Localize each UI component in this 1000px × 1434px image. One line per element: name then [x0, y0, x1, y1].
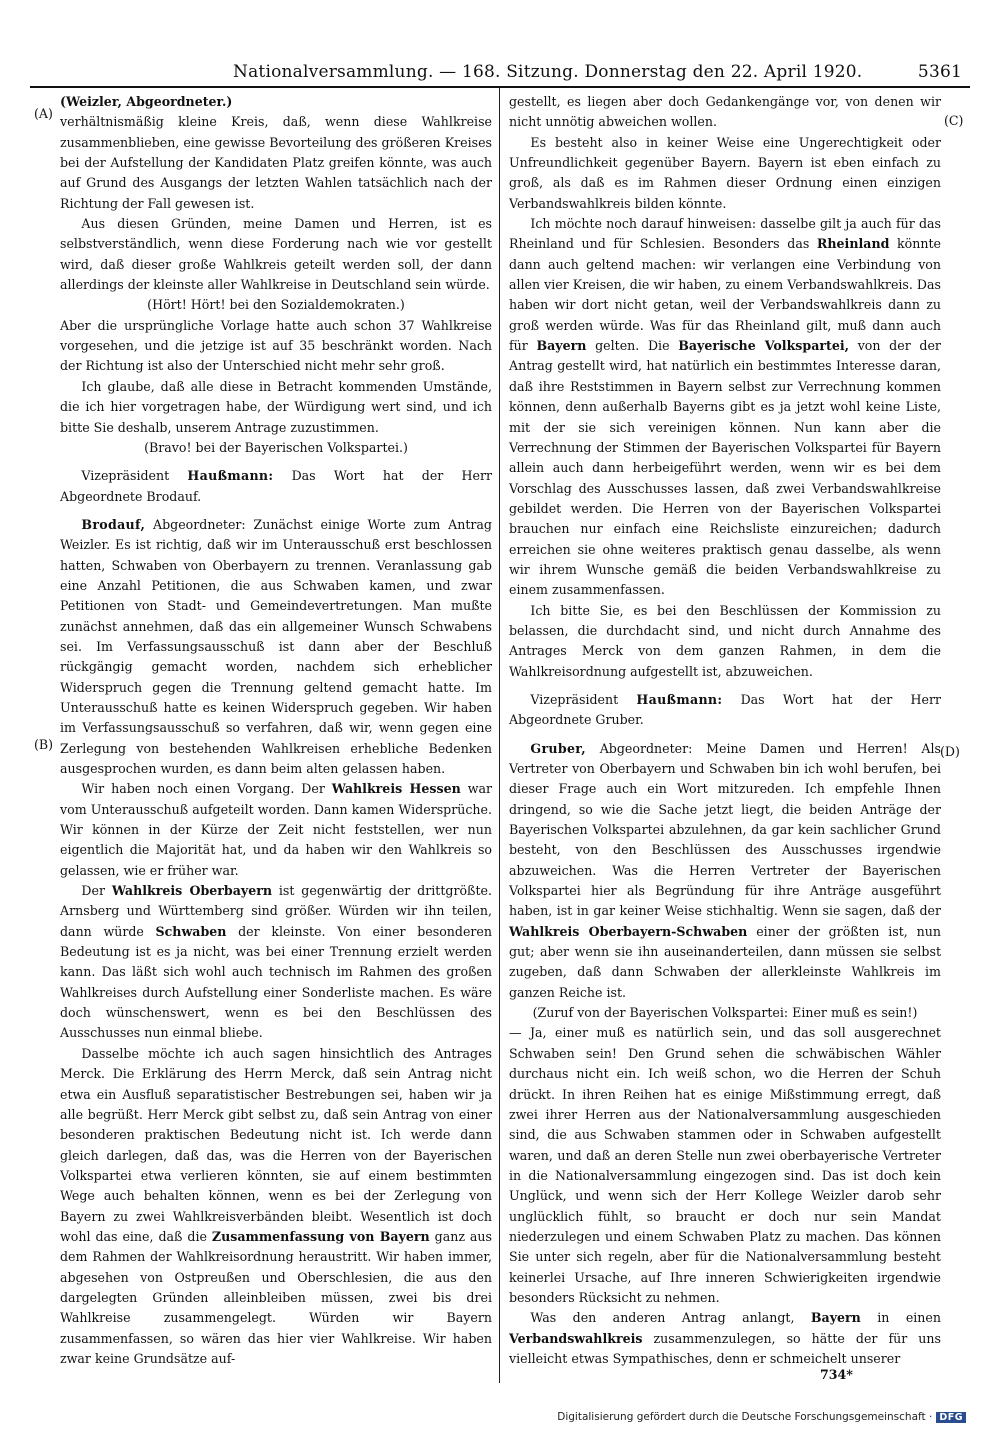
- column-divider: [499, 88, 500, 1383]
- paragraph: verhältnismäßig kleine Kreis, daß, wenn diese Wahlkreise zusammenblieben, eine gewisse Bevorteilung des größeren Kreises bei der Aufstellung der Kandidaten Platz greifen könnte, was auch auf Grund des Ausgangs der letzten Wahlen tatsächlich nach der Richtung der Fall gewesen ist.: [60, 114, 492, 211]
- paragraph: Ich möchte noch darauf hinweisen: dasselbe gilt ja auch für das Rheinland und für Schlesien. Besonders das Rheinland könnte dann auch geltend machen: wir verlangen eine Verbindung von allen vier Kreisen, die wir haben, zu einem Verbandswahlkreis. Das haben wir dort nicht getan, weil der Verbandswahlkreis dann zu groß werden würde. Was für das Rheinland gilt, muß dann auch für Bayern gelten. Die Bayerische Volkspartei, von der der Antrag gestellt wird, hat natürlich ein bestimmtes Interesse daran, daß ihre Reststimmen in Bayern selbst zur Verrechnung kommen können, denn außerhalb Bayerns gibt es ja jetzt wohl keine Liste, mit der sie sich vereinigen können. Nun kann aber die Verrechnung der Stimmen der Bayerischen Volkspartei für Bayern allein auch dann herbeigeführt werden, wenn wir es bei dem Vorschlag des Ausschusses lassen, daß zwei Verbandswahlkreise gebildet werden. Die Herren von der Bayerischen Volkspartei brauchen nur einfach eine Reichsliste einzureichen; dadurch erreichen sie ohne weiteres praktisch genau dasselbe, als wenn wir ihrem Wunsche gemäß die beiden Verbandswahlkreise zu einem zusammenfassen.: [509, 216, 941, 598]
- paragraph: Der Wahlkreis Oberbayern ist gegenwärtig der drittgrößte. Arnsberg und Württemberg sind größer. Würden wir ihn teilen, dann würde Schwaben der kleinste. Von einer besonderen Bedeutung ist es ja nicht, was bei einer Trennung erzielt werden kann. Das läßt sich wohl auch technisch im Rahmen des großen Wahlkreises durch Aufstellung einer Sonderliste machen. Es wäre doch wünschenswert, wenn es bei den Beschlüssen des Ausschusses nun einmal bliebe.: [60, 883, 492, 1041]
- interjection: (Hört! Hört! bei den Sozialdemokraten.): [147, 297, 405, 313]
- paragraph: Ich glaube, daß alle diese in Betracht kommenden Umstände, die ich hier vorgetragen habe, der Würdigung wert sind, und ich bitte Sie deshalb, unserem Antrage zuzustimmen.: [60, 378, 492, 435]
- vice-president-statement: Vizepräsident Haußmann: Das Wort hat der Herr Abgeordnete Brodauf.: [60, 468, 492, 504]
- page-number: 5361: [917, 62, 962, 82]
- speaker-name: Haußmann:: [187, 468, 274, 484]
- digitization-footer: [557, 1411, 966, 1423]
- running-header-title: Nationalversammlung. — 168. Sitzung. Donnerstag den 22. April 1920.: [233, 62, 863, 82]
- speaker-name: Gruber,: [530, 740, 586, 756]
- paragraph: gestellt, es liegen aber doch Gedankengänge vor, von denen wir nicht unnötig abweichen wollen.: [509, 94, 941, 130]
- running-header: [28, 58, 968, 88]
- footer-text: Digitalisierung gefördert durch die Deutsche Forschungsgemeinschaft ·: [557, 1411, 933, 1423]
- header-rule: [30, 86, 970, 88]
- vice-president-statement: Vizepräsident Haußmann: Das Wort hat der Herr Abgeordnete Gruber.: [509, 691, 941, 728]
- margin-marker-b: (B): [34, 737, 54, 752]
- margin-marker-c: (C): [944, 113, 964, 128]
- speaker-name: Brodauf,: [81, 516, 146, 532]
- paragraph: Aus diesen Gründen, meine Damen und Herren, ist es selbstverständlich, wenn diese Forderung nach wie vor gestellt wird, daß dieser große Wahlkreis geteilt werden soll, der dann allerdings der kleinste aller Wahlkreise in Deutschland sein würde.: [60, 216, 492, 293]
- paragraph: Was den anderen Antrag anlangt, Bayern in einen Verbandswahlkreis zusammenzulegen, so hätte der für uns vielleicht etwas Sympathisches, denn er schmeichelt unserer: [509, 1310, 941, 1366]
- speech-brodauf: Brodauf, Abgeordneter: Zunächst einige Worte zum Antrag Weizler. Es ist richtig, daß wir im Unterausschuß erst beschlossen hatten, Schwaben von Oberbayern zu trennen. Veranlassung gab eine Anzahl Petitionen, die aus Schwaben kamen, und zwar Petitionen von Stadt- und Gemeindevertretungen. Man mußte zunächst annehmen, daß das ein allgemeiner Wunsch Schwabens sei. Im Verfassungsausschuß ist dann aber der Beschluß rückgängig gemacht worden, nachdem sich erheblicher Widerspruch gegen die Trennung geltend gemacht hatte. Im Unterausschuß hatte es keinen Widerspruch gegeben. Wir haben im Verfassungsausschuß so verfahren, daß wir, wenn gegen eine Zerlegung von bestehenden Wahlkreisen erhebliche Bedenken ausgesprochen wurden, es dann beim alten gelassen haben.: [60, 516, 492, 776]
- paragraph: Wir haben noch einen Vorgang. Der Wahlkreis Hessen war vom Unterausschuß aufgeteilt worden. Dann kamen Widersprüche. Wir können in der Kürze der Zeit nicht feststellen, wer nun eigentlich die Majorität hat, und da haben wir den Wahlkreis so gelassen, wie er früher war.: [60, 781, 492, 878]
- interjection: (Bravo! bei der Bayerischen Volkspartei.): [144, 439, 408, 455]
- margin-marker-d: (D): [940, 744, 960, 759]
- speech-gruber: Gruber, Abgeordneter: Meine Damen und Herren! Als Vertreter von Oberbayern und Schwaben bin ich wohl berufen, bei dieser Frage auch ein Wort mitzureden. Ich empfehle Ihnen dringend, so wie die Sache jetzt liegt, die beiden Anträge der Bayerischen Volkspartei abzulehnen, da gar kein sachlicher Grund besteht, von den Beschlüssen des Ausschusses irgendwie abzuweichen. Was die Herren Vertreter der Bayerischen Volkspartei hier als Begründung für ihre Anträge ausgeführt haben, ist in gar keiner Weise stichhaltig. Wenn sie sagen, daß der Wahlkreis Oberbayern-Schwaben einer der größten ist, nun gut; aber wenn sie ihn auseinanderteilen, dann müssen sie selbst zugeben, daß dann Schwaben der allerkleinste Wahlkreis im ganzen Reiche ist.: [509, 740, 941, 1000]
- sheet-number: 734*: [820, 1367, 853, 1382]
- right-column: [509, 92, 941, 1369]
- margin-marker-a: (A): [34, 106, 53, 121]
- paragraph: Dasselbe möchte ich auch sagen hinsichtlich des Antrages Merck. Die Erklärung des Herrn Merck, daß sein Antrag nicht etwa ein Ausfluß separatistischer Bestrebungen sei, haben wir ja alle begrüßt. Herr Merck gibt selbst zu, daß sein Antrag von einer besonderen praktischen Bedeutung nicht ist. Ich werde dann gleich darlegen, daß das, was die Herren von der Bayerischen Volkspartei etwa verlieren könnten, sie auf einem bestimmten Wege auch behalten können, wenn es bei der Zerlegung von Bayern zu zwei Wahlkreisverbänden bleibt. Wesentlich ist doch wohl das eine, daß die Zusammenfassung von Bayern ganz aus dem Rahmen der Wahlkreisordnung heraustritt. Wir haben immer, abgesehen von Ostpreußen und Oberschlesien, die aus den dargelegten Gründen alleinbleiben müssen, zwei bis drei Wahlkreise zusammengelegt. Würden wir Bayern zusammenfassen, so wären das hier vier Wahlkreise. Wir haben zwar keine Grundsätze auf-: [60, 1045, 493, 1366]
- interjection: (Zuruf von der Bayerischen Volkspartei: Einer muß es sein!): [532, 1005, 918, 1021]
- left-column: [60, 92, 492, 1369]
- paragraph: — Ja, einer muß es natürlich sein, und das soll ausgerechnet Schwaben sein! Den Grund sehen die schwäbischen Wähler durchaus nicht ein. Ich weiß schon, wo die Herren der Schuh drückt. In ihren Reihen hat es einige Mißstimmung erregt, daß zwei ihrer Herren aus der Nationalversammlung ausgeschieden sind, die aus Schwaben stammen oder in Schwaben aufgestellt waren, und daß an deren Stelle nun zwei oberbayerische Vertreter in die Nationalversammlung eingezogen sind. Das ist doch kein Unglück, und wenn sich der Herr Kollege Weizler darob sehr unglücklich fühlt, so braucht er doch nur sein Mandat niederzulegen und einem Schwaben Platz zu machen. Das können Sie unter sich regeln, aber für die Nationalversammlung besteht keinerlei Ursache, auf Ihre inneren Schwierigkeiten irgendwie besonders Rücksicht zu nehmen.: [509, 1025, 941, 1305]
- speaker-name: Haußmann:: [636, 691, 723, 707]
- dfg-logo: DFG: [936, 1412, 966, 1423]
- paragraph: Es besteht also in keiner Weise eine Ungerechtigkeit oder Unfreundlichkeit gegenüber Bayern. Bayern ist eben einfach zu groß, als daß es im Rahmen dieser Ordnung einen einzigen Verbandswahlkreis bilden könnte.: [509, 134, 941, 211]
- paragraph: Ich bitte Sie, es bei den Beschlüssen der Kommission zu belassen, die durchdacht sind, und nicht durch Annahme des Antrages Merck von dem ganzen Rahmen, in dem die Wahlkreisordnung aufgestellt ist, abzuweichen.: [509, 602, 941, 679]
- paragraph: Aber die ursprüngliche Vorlage hatte auch schon 37 Wahlkreise vorgesehen, und die jetzige ist auf 35 beschränkt worden. Nach der Richtung ist also der Unterschied nicht mehr sehr groß.: [60, 317, 492, 374]
- speaker-attribution: (Weizler, Abgeordneter.): [60, 94, 233, 109]
